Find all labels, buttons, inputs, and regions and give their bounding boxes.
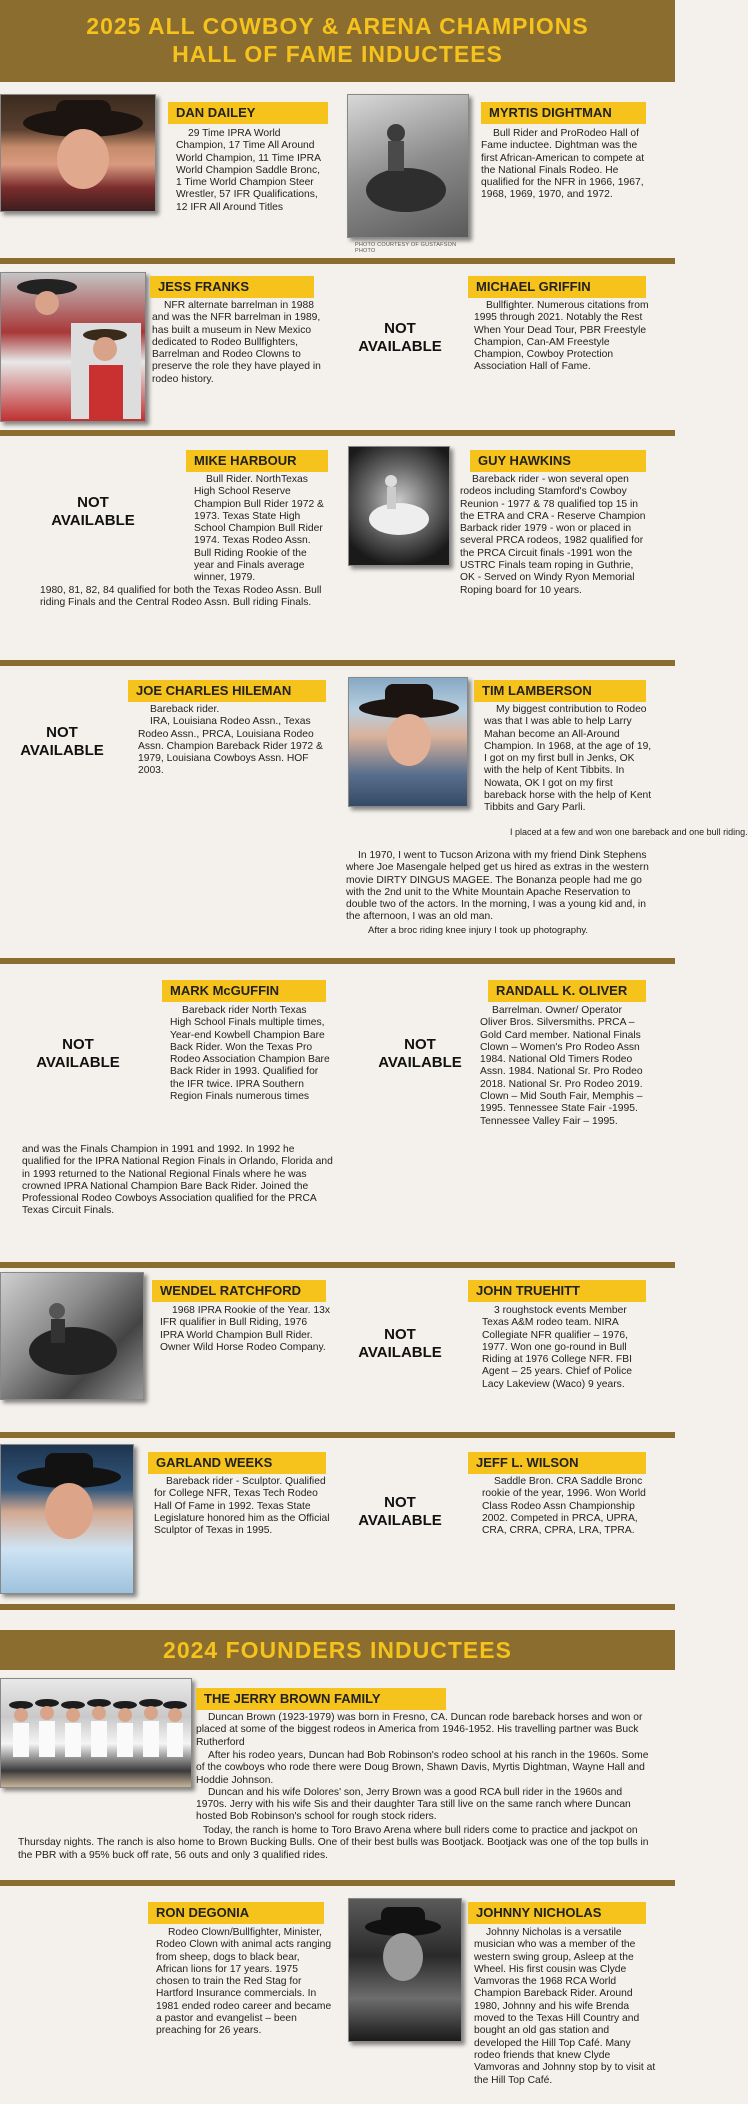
- garland-weeks-photo: [0, 1444, 134, 1594]
- mark-mcguffin-bio-a: Bareback rider North Texas High School Finals multiple times, Year-end Kowbell Champion Bare Back Rider. Won the Texas Pro Rodeo Association Champion Bare Back Rider in 1993. Qualified for the IFR twice. IPRA Southern Region Finals numerous times: [170, 1005, 330, 1103]
- michael-griffin-bio: Bullfighter. Numerous citations from 1995 through 2021. Notably the Rest When Your Dead Tour, PBR Freestyle Champion, Can-AM Freestyle Champion, Cowboy Protection Association Hall of Fame.: [474, 300, 649, 373]
- wendel-ratchford-photo: [0, 1272, 144, 1400]
- joe-hileman-bio: Bareback rider. IRA, Louisiana Rodeo Assn., Texas Rodeo Assn., PRCA, Louisiana Rodeo Assn. Champion Bareback Rider 1972 & 1979, Louisiana Cowboys Assn. HOF 2003.: [138, 704, 323, 777]
- jeff-wilson-not-available: NOT AVAILABLE: [358, 1494, 442, 1529]
- founders-title: 2024 FOUNDERS INDUCTEES: [163, 1637, 512, 1663]
- divider-3: [0, 660, 675, 666]
- ron-degonia-name: RON DEGONIA: [148, 1902, 324, 1924]
- michael-griffin-not-available: NOT AVAILABLE: [358, 320, 442, 355]
- joe-hileman-not-available: NOT AVAILABLE: [20, 724, 104, 759]
- divider-6: [0, 1432, 675, 1438]
- dan-dailey-photo: [0, 94, 156, 212]
- guy-hawkins-photo: [348, 446, 450, 566]
- myrtis-dightman-name: MYRTIS DIGHTMAN: [481, 102, 646, 124]
- jess-franks-photo: [0, 272, 146, 422]
- johnny-nicholas-name: JOHNNY NICHOLAS: [468, 1902, 646, 1924]
- jess-franks-name: JESS FRANKS: [150, 276, 314, 298]
- mark-mcguffin-bio-b: and was the Finals Champion in 1991 and 1992. In 1992 he qualified for the IPRA National Region Finals in Orlando, Florida and in 1993 returned to the National Regional Finals where he was crowned IPRA National Champion Bare Back Rider. Joined the Professional Rodeo Cowboys Association qualified for the PRCA Texas Circuit Finals.: [22, 1144, 333, 1217]
- guy-hawkins-name: GUY HAWKINS: [470, 450, 646, 472]
- dan-dailey-name: DAN DAILEY: [168, 102, 328, 124]
- divider-8: [0, 1880, 675, 1886]
- tim-lamberson-bio-a: My biggest contribution to Rodeo was that I was able to help Larry Mahan become an All-Around Champion. In 1968, at the age of 19, I got on my first bull in Jenks, OK with the help of Kent Tibbits. In Nowata, OK I got on my first bareback horse with the help of Kent Tibbits and Gary Parli.: [484, 704, 652, 814]
- myrtis-dightman-photo: [347, 94, 469, 238]
- michael-griffin-name: MICHAEL GRIFFIN: [468, 276, 646, 298]
- divider-2: [0, 430, 675, 436]
- tim-lamberson-bio-c: After a broc riding knee injury I took up photography.: [368, 925, 589, 936]
- jeff-wilson-bio: Saddle Bron. CRA Saddle Bronc rookie of the year, 1996. Won World Class Rodeo Assn Championship 2002. Competed in PRCA, UPRA, CRA, CRRA, CPRA, LRA, TPRA.: [482, 1476, 646, 1537]
- header-line-2: HALL OF FAME INDUCTEES: [172, 41, 503, 67]
- myrtis-photo-credit: PHOTO COURTESY OF GUSTAFSON PHOTO: [355, 242, 457, 254]
- mike-harbour-name: MIKE HARBOUR: [186, 450, 328, 472]
- tim-lamberson-bio-placed: I placed at a few and won one bareback and one bull riding.: [510, 827, 748, 837]
- dan-dailey-bio: 29 Time IPRA World Champion, 17 Time All Around World Champion, 11 Time IPRA World Champion Saddle Bronc, 1 Time World Champion Steer Wrestler, 57 IFR Qualifications, 12 IFR All Around Titles: [176, 128, 321, 213]
- header-line-1: 2025 ALL COWBOY & ARENA CHAMPIONS: [86, 13, 589, 39]
- founders-banner: [0, 1630, 675, 1670]
- divider-7: [0, 1604, 675, 1610]
- garland-weeks-name: GARLAND WEEKS: [148, 1452, 326, 1474]
- jerry-brown-family-photo: [0, 1678, 192, 1788]
- john-truehitt-name: JOHN TRUEHITT: [468, 1280, 646, 1302]
- tim-lamberson-photo: [348, 677, 468, 807]
- tim-lamberson-bio-b: In 1970, I went to Tucson Arizona with my friend Dink Stephens where Joe Masengale helped get us hired as extras in the western movie DIRTY DINGUS MAGEE. The Bonanza people had me go with the 2nd unit to the White Mountain Apache Reservation to double two of the actors. In the morning, I was a young kid and, in the afternoon, I was an old man.: [346, 850, 649, 923]
- jerry-brown-family-name: THE JERRY BROWN FAMILY: [196, 1688, 446, 1710]
- jerry-brown-family-bio: Duncan Brown (1923-1979) was born in Fresno, CA. Duncan rode bareback horses and won or placed at some of the biggest rodeos in America from 1946-1952. His travelling partner was Buck Rutherford: [196, 1712, 643, 1748]
- jerry-brown-family-bio-3: Today, the ranch is home to Toro Bravo Arena where bull riders come to practice and jackpot on Thursday nights. The ranch is also home to Brown Bucking Bulls. One of their best bulls was Bootjack. Bootjack was one of the top bulls in the PBR with a 95% buck off rate, 56 outs and only 3 qualified rides.: [18, 1825, 649, 1861]
- john-truehitt-not-available: NOT AVAILABLE: [358, 1326, 442, 1361]
- johnny-nicholas-photo: [348, 1898, 462, 2042]
- tim-lamberson-name: TIM LAMBERSON: [474, 680, 646, 702]
- jerry-brown-family-bio-2: After his rodeo years, Duncan had Bob Robinson's rodeo school at his ranch in the 1960s. Some of the cowboys who rode there were Doug Brown, Shawn Davis, Myrtis Dightman, Wayne Hall and Hoddie Johnson. Duncan and his wife Dolores' son, Jerry Brown was a good RCA bull rider in the 1960s and 1970s. Jerry with his wife Sis and their daughter Tara still live on the same ranch where Duncan hosted Bob Robinson's school for rough stock riders.: [196, 1750, 649, 1823]
- divider-4: [0, 958, 675, 964]
- john-truehitt-bio: 3 roughstock events Member Texas A&M rodeo team. NIRA Collegiate NFR qualifier – 1976, 1977. Won one go-round in Bull Riding at 1976 College NFR. FBI Agent – 25 years. Chief of Police Lacy Lakeview (Waco) 9 years.: [482, 1305, 632, 1390]
- jeff-wilson-name: JEFF L. WILSON: [468, 1452, 646, 1474]
- wendel-ratchford-bio: 1968 IPRA Rookie of the Year. 13x IFR qualifier in Bull Riding, 1976 IPRA World Champion Bull Rider. Owner Wild Horse Rodeo Company.: [160, 1305, 331, 1353]
- johnny-nicholas-bio: Johnny Nicholas is a versatile musician who was a member of the western swing group, Asleep at the Wheel. His first cousin was Clyde Vamvoras the 1968 RCA World Champion Bareback Rider. Around 1980, Johnny and his wife Brenda moved to the Texas Hill Country and bought an old gas station and developed the Hill Top Café. Many rodeo friends that knew Clyde Vamvoras and Johnny stop by to visit at the Hill Top Café.: [474, 1927, 656, 2086]
- randall-oliver-not-available: NOT AVAILABLE: [378, 1036, 462, 1071]
- myrtis-dightman-bio: Bull Rider and ProRodeo Hall of Fame inductee. Dightman was the first African-American to compete at the National Finals Rodeo. He qualified for the NFR in 1966, 1967, 1968, 1969, 1970, and 1972.: [481, 128, 645, 201]
- garland-weeks-bio: Bareback rider - Sculptor. Qualified for College NFR, Texas Tech Rodeo Hall Of Fame in 1992. Texas State Legislature honored him as the Official Sculptor of Texas in 1995.: [154, 1476, 330, 1537]
- divider-5: [0, 1262, 675, 1268]
- ron-degonia-bio: Rodeo Clown/Bullfighter, Minister, Rodeo Clown with animal acts ranging from sheep, dogs to black bear, African lions for 17 years. 1975 chosen to train the Red Stag for Hartford Insurance commercials. In 1981 ended rodeo career and became a pastor and evangelist – been preaching for 26 years.: [156, 1927, 332, 2037]
- guy-hawkins-bio: Bareback rider - won several open rodeos including Stamford's Cowboy Reunion - 1977 & 78 qualified top 15 in the ETRA and CRA - Reserve Champion Barback rider 1979 - won or placed in several PRCA rodeos, 1982 qualified for the PRCA Circuit finals -1991 won the USTRC Finals team roping in Guthrie, OK - Served on Windy Ryon Memorial Roping board for 10 years.: [460, 474, 646, 596]
- joe-hileman-name: JOE CHARLES HILEMAN: [128, 680, 326, 702]
- divider-1: [0, 258, 675, 264]
- wendel-ratchford-name: WENDEL RATCHFORD: [152, 1280, 326, 1302]
- randall-oliver-bio: Barrelman. Owner/ Operator Oliver Bros. Silversmiths. PRCA – Gold Card member. National Finals Clown – Women's Pro Rodeo Assn 1984. National Old Timers Rodeo Assn. 1984. National Sr. Pro Rodeo 2018. National Sr. Pro Rodeo 2019. Clown – Mid South Fair, Memphis – 1995. Tennessee State Fair -1995. Tennessee Valley Fair – 1995.: [480, 1005, 643, 1127]
- randall-oliver-name: RANDALL K. OLIVER: [488, 980, 646, 1002]
- mike-harbour-not-available: NOT AVAILABLE: [51, 494, 135, 529]
- mark-mcguffin-name: MARK McGUFFIN: [162, 980, 326, 1002]
- mark-mcguffin-not-available: NOT AVAILABLE: [36, 1036, 120, 1071]
- mike-harbour-bio-b: 1980, 81, 82, 84 qualified for both the Texas Rodeo Assn. Bull riding Finals and the Central Rodeo Assn. Bull riding Finals.: [40, 585, 322, 609]
- jess-franks-bio: NFR alternate barrelman in 1988 and was the NFR barrelman in 1989, has built a museum in New Mexico dedicated to Rodeo Bullfighters, Barrelman and Rodeo Clowns to preserve the role they have played in rodeo history.: [152, 300, 321, 385]
- header-banner: [0, 0, 675, 82]
- mike-harbour-bio-a: Bull Rider. NorthTexas High School Reserve Champion Bull Rider 1972 & 1973. Texas State High School Champion Bull Rider 1974. Texas Rodeo Assn. Bull Riding Rookie of the year and Finals average winner, 1979.: [194, 474, 324, 584]
